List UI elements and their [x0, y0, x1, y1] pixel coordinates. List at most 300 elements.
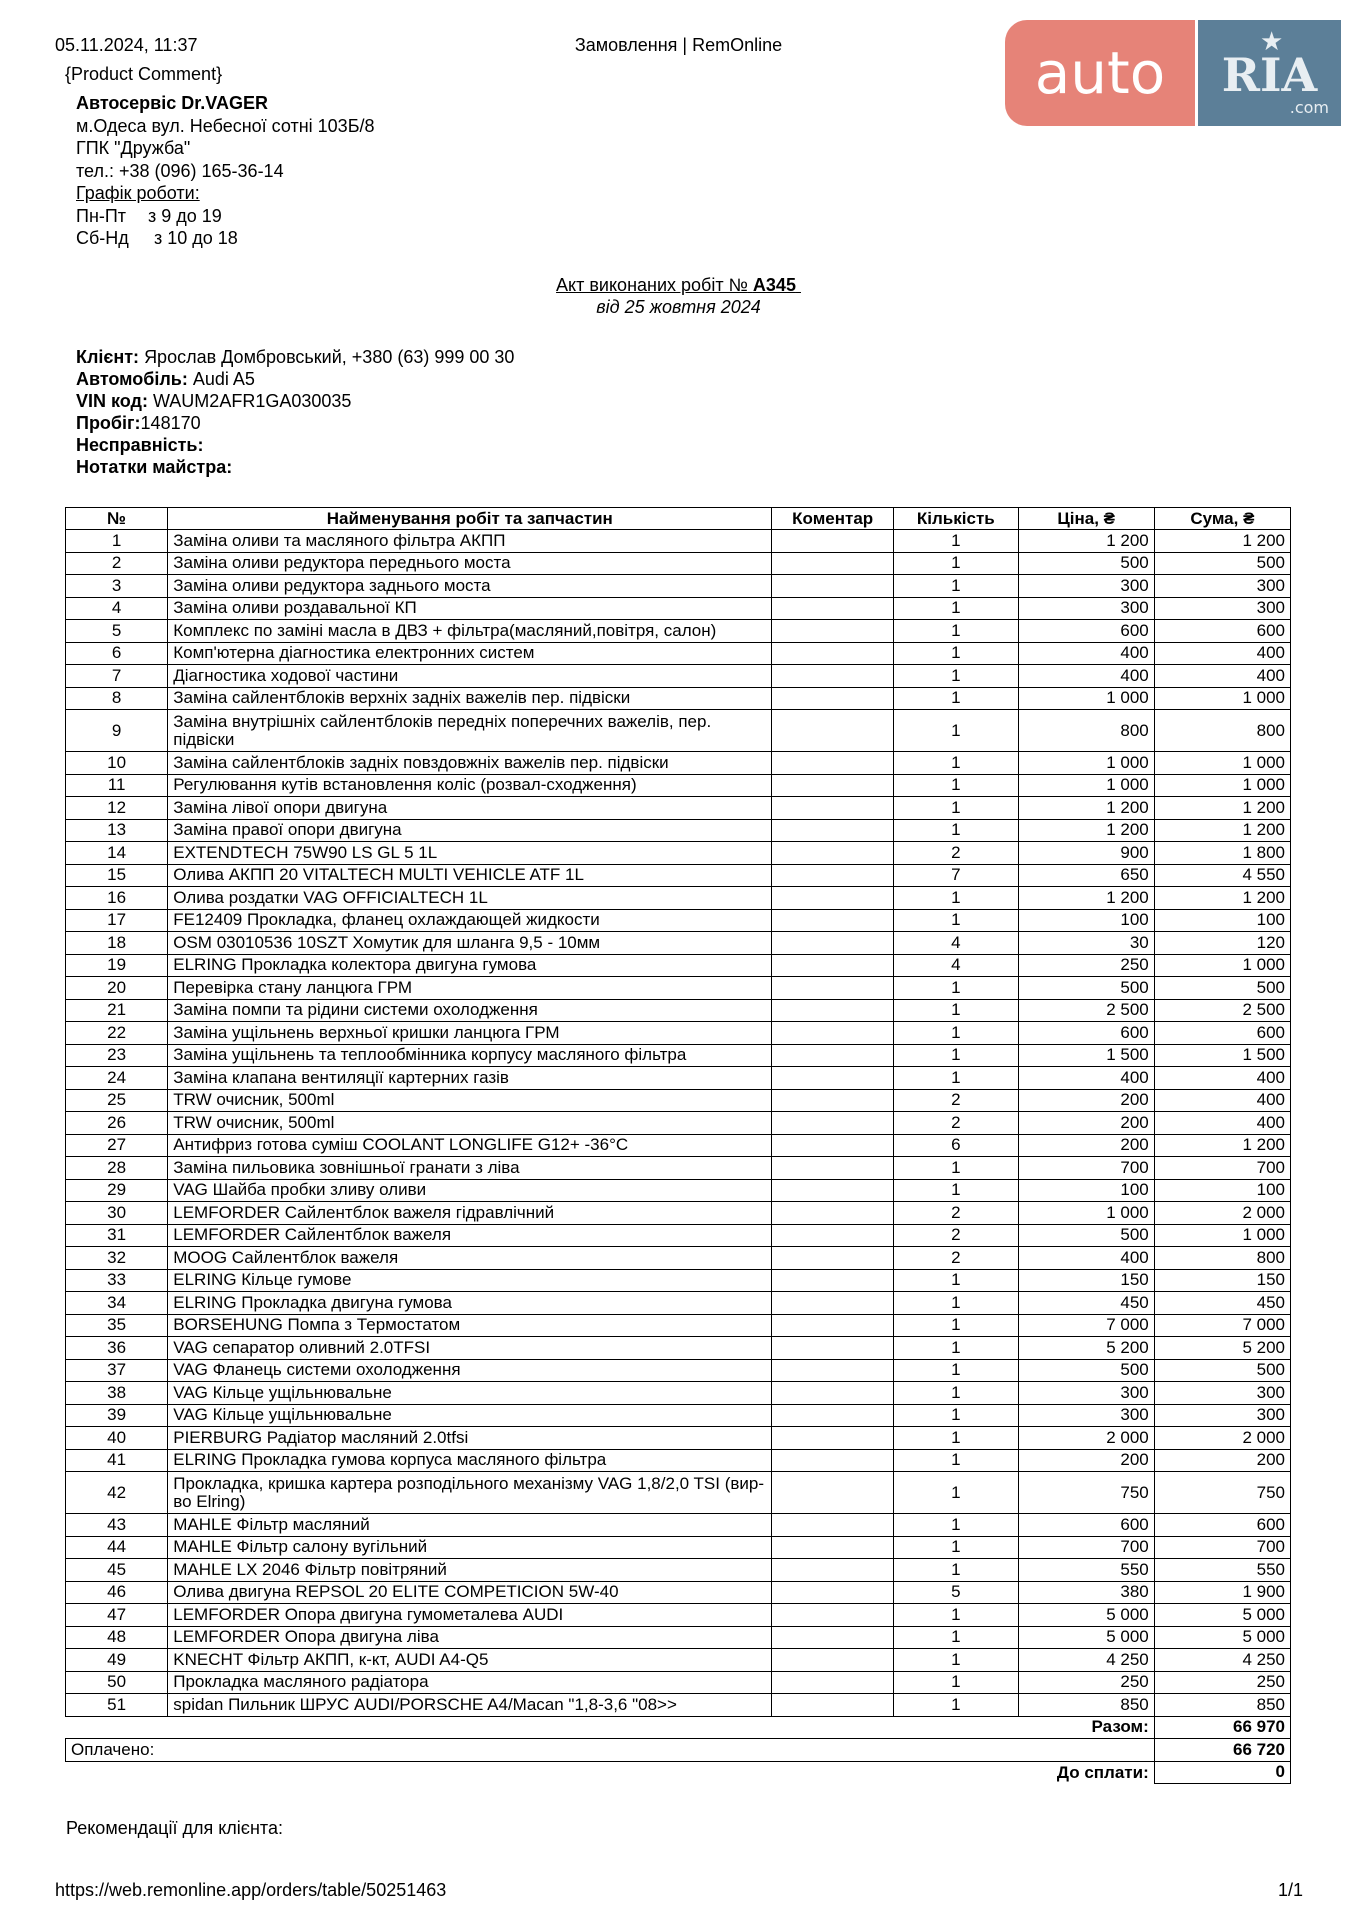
row-name: Заміна правої опори двигуна	[168, 819, 772, 842]
header-price: Ціна, ₴	[1018, 508, 1154, 530]
table-row	[66, 819, 1291, 842]
row-qty: 1	[894, 1449, 1019, 1472]
table-header-row	[66, 508, 1291, 530]
row-price: 1 000	[1018, 687, 1154, 710]
row-comment	[772, 687, 894, 710]
total-row	[66, 1716, 1291, 1739]
row-price: 1 200	[1018, 530, 1154, 553]
row-price: 1 200	[1018, 887, 1154, 910]
row-sum: 400	[1154, 1112, 1290, 1135]
row-no: 41	[66, 1449, 168, 1472]
row-qty: 1	[894, 530, 1019, 553]
row-price: 1 200	[1018, 797, 1154, 820]
row-comment	[772, 1247, 894, 1270]
row-comment	[772, 1694, 894, 1717]
weekend-label: Сб-Нд	[76, 228, 129, 248]
total-label: Разом:	[1091, 1717, 1149, 1737]
row-qty: 1	[894, 797, 1019, 820]
row-qty: 1	[894, 1292, 1019, 1315]
row-price: 200	[1018, 1112, 1154, 1135]
car-label: Автомобіль:	[76, 369, 188, 389]
row-comment	[772, 977, 894, 1000]
weekend-hours: з 10 до 18	[154, 228, 238, 248]
row-qty: 1	[894, 1427, 1019, 1450]
row-qty: 1	[894, 887, 1019, 910]
row-sum: 1 200	[1154, 887, 1290, 910]
row-name: Заміна оливи редуктора переднього моста	[168, 552, 772, 575]
row-name: KNECHT Фільтр АКПП, к-кт, AUDI A4-Q5	[168, 1649, 772, 1672]
row-price: 150	[1018, 1269, 1154, 1292]
due-label: До сплати:	[1056, 1762, 1149, 1782]
row-name: OSM 03010536 10SZT Хомутик для шланга 9,5 - 10мм	[168, 932, 772, 955]
row-sum: 1 500	[1154, 1044, 1290, 1067]
row-qty: 1	[894, 774, 1019, 797]
row-name: EXTENDTECH 75W90 LS GL 5 1L	[168, 842, 772, 865]
table-row	[66, 1514, 1291, 1537]
row-no: 38	[66, 1382, 168, 1405]
row-price: 200	[1018, 1449, 1154, 1472]
footer-page-number: 1/1	[1278, 1880, 1304, 1900]
row-price: 1 000	[1018, 774, 1154, 797]
due-row	[66, 1761, 1291, 1784]
row-comment	[772, 1514, 894, 1537]
table-row	[66, 1649, 1291, 1672]
row-price: 100	[1018, 909, 1154, 932]
table-row	[66, 932, 1291, 955]
row-price: 550	[1018, 1559, 1154, 1582]
row-price: 500	[1018, 977, 1154, 1000]
row-qty: 2	[894, 1112, 1019, 1135]
row-sum: 5 000	[1154, 1626, 1290, 1649]
row-sum: 300	[1154, 575, 1290, 598]
row-sum: 700	[1154, 1536, 1290, 1559]
row-qty: 1	[894, 597, 1019, 620]
row-qty: 1	[894, 909, 1019, 932]
row-no: 10	[66, 752, 168, 775]
row-no: 31	[66, 1224, 168, 1247]
row-sum: 750	[1154, 1472, 1290, 1514]
row-no: 22	[66, 1022, 168, 1045]
row-no: 42	[66, 1472, 168, 1514]
recommendations-label: Рекомендації для клієнта:	[66, 1818, 283, 1838]
row-name: Заміна оливи та масляного фільтра АКПП	[168, 530, 772, 553]
row-sum: 100	[1154, 1179, 1290, 1202]
row-name: MAHLE Фільтр салону вугільний	[168, 1536, 772, 1559]
row-price: 300	[1018, 1404, 1154, 1427]
table-row	[66, 687, 1291, 710]
row-no: 2	[66, 552, 168, 575]
row-no: 46	[66, 1581, 168, 1604]
row-qty: 4	[894, 954, 1019, 977]
row-comment	[772, 774, 894, 797]
row-comment	[772, 842, 894, 865]
row-no: 51	[66, 1694, 168, 1717]
row-comment	[772, 1112, 894, 1135]
row-price: 380	[1018, 1581, 1154, 1604]
row-sum: 300	[1154, 1382, 1290, 1405]
row-qty: 1	[894, 977, 1019, 1000]
row-no: 43	[66, 1514, 168, 1537]
row-price: 5 200	[1018, 1337, 1154, 1360]
row-comment	[772, 665, 894, 688]
row-name: LEMFORDER Сайлентблок важеля гідравлічний	[168, 1202, 772, 1225]
footer-url: https://web.remonline.app/orders/table/50251463	[55, 1880, 447, 1900]
row-sum: 850	[1154, 1694, 1290, 1717]
row-qty: 6	[894, 1134, 1019, 1157]
product-comment: {Product Comment}	[65, 64, 223, 84]
row-sum: 7 000	[1154, 1314, 1290, 1337]
row-qty: 2	[894, 1089, 1019, 1112]
row-name: ELRING Прокладка двигуна гумова	[168, 1292, 772, 1315]
company-address: м.Одеса вул. Небесної сотні 103Б/8	[76, 115, 375, 136]
row-sum: 1 200	[1154, 530, 1290, 553]
row-qty: 1	[894, 1626, 1019, 1649]
table-row	[66, 842, 1291, 865]
table-row	[66, 1604, 1291, 1627]
row-no: 34	[66, 1292, 168, 1315]
row-comment	[772, 1626, 894, 1649]
page-title: Замовлення | RemOnline	[574, 35, 783, 55]
row-comment	[772, 1581, 894, 1604]
row-price: 1 000	[1018, 1202, 1154, 1225]
act-title-prefix: Акт виконаних робіт №	[556, 275, 748, 295]
row-no: 15	[66, 864, 168, 887]
table-row	[66, 1581, 1291, 1604]
row-no: 16	[66, 887, 168, 910]
row-price: 7 000	[1018, 1314, 1154, 1337]
row-sum: 700	[1154, 1157, 1290, 1180]
vin-label: VIN код:	[76, 391, 148, 411]
company-name: Автосервіс Dr.VAGER	[76, 93, 268, 113]
row-comment	[772, 1671, 894, 1694]
row-qty: 1	[894, 1382, 1019, 1405]
weekdays-hours: з 9 до 19	[148, 205, 222, 226]
row-name: TRW очисник, 500ml	[168, 1112, 772, 1135]
row-name: Заміна лівої опори двигуна	[168, 797, 772, 820]
row-comment	[772, 710, 894, 752]
table-row	[66, 752, 1291, 775]
row-price: 400	[1018, 642, 1154, 665]
row-qty: 2	[894, 842, 1019, 865]
row-no: 32	[66, 1247, 168, 1270]
row-comment	[772, 1472, 894, 1514]
row-sum: 400	[1154, 642, 1290, 665]
row-comment	[772, 1314, 894, 1337]
table-row	[66, 887, 1291, 910]
row-no: 27	[66, 1134, 168, 1157]
table-row	[66, 1179, 1291, 1202]
row-price: 500	[1018, 1359, 1154, 1382]
row-comment	[772, 1022, 894, 1045]
table-row	[66, 530, 1291, 553]
row-no: 11	[66, 774, 168, 797]
table-row	[66, 575, 1291, 598]
row-qty: 4	[894, 932, 1019, 955]
row-name: Заміна помпи та рідини системи охолодження	[168, 999, 772, 1022]
row-qty: 1	[894, 1536, 1019, 1559]
row-price: 5 000	[1018, 1626, 1154, 1649]
row-comment	[772, 1427, 894, 1450]
row-no: 35	[66, 1314, 168, 1337]
mileage-label: Пробіг:	[76, 413, 141, 433]
row-sum: 800	[1154, 710, 1290, 752]
row-comment	[772, 954, 894, 977]
table-row	[66, 1067, 1291, 1090]
row-comment	[772, 1337, 894, 1360]
header-qty: Кількість	[894, 508, 1019, 530]
fault-label: Несправність:	[76, 435, 204, 455]
row-qty: 1	[894, 687, 1019, 710]
row-sum: 1 200	[1154, 797, 1290, 820]
row-sum: 500	[1154, 1359, 1290, 1382]
row-sum: 1 000	[1154, 774, 1290, 797]
table-row	[66, 1022, 1291, 1045]
row-qty: 1	[894, 1559, 1019, 1582]
print-datetime: 05.11.2024, 11:37	[55, 35, 198, 55]
row-sum: 2 000	[1154, 1202, 1290, 1225]
row-qty: 1	[894, 665, 1019, 688]
row-name: BORSEHUNG Помпа з Термостатом	[168, 1314, 772, 1337]
row-comment	[772, 575, 894, 598]
row-name: Олива двигуна REPSOL 20 ELITE COMPETICION 5W-40	[168, 1581, 772, 1604]
row-sum: 450	[1154, 1292, 1290, 1315]
table-row	[66, 954, 1291, 977]
row-no: 21	[66, 999, 168, 1022]
row-sum: 1 000	[1154, 752, 1290, 775]
row-qty: 2	[894, 1202, 1019, 1225]
row-name: Комп'ютерна діагностика електронних систем	[168, 642, 772, 665]
row-name: Заміна оливи роздавальної КП	[168, 597, 772, 620]
row-price: 100	[1018, 1179, 1154, 1202]
row-name: spidan Пильник ШРУС AUDI/PORSCHE A4/Macan "1,8-3,6 "08>>	[168, 1694, 772, 1717]
total-value: 66 970	[1154, 1716, 1290, 1739]
row-sum: 120	[1154, 932, 1290, 955]
row-name: VAG Шайба пробки зливу оливи	[168, 1179, 772, 1202]
row-no: 40	[66, 1427, 168, 1450]
row-name: MOOG Сайлентблок важеля	[168, 1247, 772, 1270]
row-no: 39	[66, 1404, 168, 1427]
row-no: 50	[66, 1671, 168, 1694]
row-name: VAG Фланець системи охолодження	[168, 1359, 772, 1382]
row-comment	[772, 1202, 894, 1225]
row-qty: 1	[894, 1337, 1019, 1360]
company-coop: ГПК "Дружба"	[76, 138, 191, 158]
table-row	[66, 977, 1291, 1000]
row-price: 1 500	[1018, 1044, 1154, 1067]
row-comment	[772, 1559, 894, 1582]
table-row	[66, 864, 1291, 887]
row-qty: 1	[894, 1404, 1019, 1427]
table-row	[66, 1359, 1291, 1382]
row-sum: 500	[1154, 552, 1290, 575]
header-no: №	[66, 508, 168, 530]
row-qty: 5	[894, 1581, 1019, 1604]
schedule-weekend	[76, 227, 375, 250]
row-qty: 1	[894, 1179, 1019, 1202]
row-sum: 600	[1154, 620, 1290, 643]
table-row	[66, 1427, 1291, 1450]
row-name: Прокладка масляного радіатора	[168, 1671, 772, 1694]
row-comment	[772, 1179, 894, 1202]
header-name: Найменування робіт та запчастин	[168, 508, 772, 530]
row-name: TRW очисник, 500ml	[168, 1089, 772, 1112]
table-row	[66, 710, 1291, 752]
row-price: 850	[1018, 1694, 1154, 1717]
row-comment	[772, 864, 894, 887]
table-row	[66, 620, 1291, 643]
row-comment	[772, 909, 894, 932]
row-no: 12	[66, 797, 168, 820]
row-qty: 1	[894, 999, 1019, 1022]
table-row	[66, 1337, 1291, 1360]
table-row	[66, 1472, 1291, 1514]
schedule-weekdays	[76, 205, 375, 228]
table-row	[66, 1404, 1291, 1427]
row-sum: 100	[1154, 909, 1290, 932]
row-price: 900	[1018, 842, 1154, 865]
row-comment	[772, 597, 894, 620]
row-name: MAHLE Фільтр масляний	[168, 1514, 772, 1537]
row-price: 1 200	[1018, 819, 1154, 842]
row-name: LEMFORDER Опора двигуна гумометалева AUDI	[168, 1604, 772, 1627]
row-price: 200	[1018, 1089, 1154, 1112]
act-date: від 25 жовтня 2024	[596, 297, 761, 317]
row-name: Комплекс по заміні масла в ДВЗ + фільтра(масляний,повітря, салон)	[168, 620, 772, 643]
row-price: 700	[1018, 1157, 1154, 1180]
row-price: 650	[1018, 864, 1154, 887]
table-row	[66, 1694, 1291, 1717]
mileage-value: 148170	[140, 413, 201, 433]
row-comment	[772, 1269, 894, 1292]
row-price: 2 000	[1018, 1427, 1154, 1450]
row-price: 300	[1018, 1382, 1154, 1405]
notes-label: Нотатки майстра:	[76, 457, 233, 477]
row-price: 500	[1018, 1224, 1154, 1247]
row-price: 300	[1018, 575, 1154, 598]
row-sum: 600	[1154, 1022, 1290, 1045]
row-name: Заміна ущільнень та теплообмінника корпусу масляного фільтра	[168, 1044, 772, 1067]
row-comment	[772, 1604, 894, 1627]
row-sum: 500	[1154, 977, 1290, 1000]
row-no: 33	[66, 1269, 168, 1292]
row-qty: 1	[894, 710, 1019, 752]
table-row	[66, 1044, 1291, 1067]
row-price: 30	[1018, 932, 1154, 955]
row-price: 1 000	[1018, 752, 1154, 775]
row-sum: 5 000	[1154, 1604, 1290, 1627]
row-name: VAG сепаратор оливний 2.0TFSI	[168, 1337, 772, 1360]
table-row	[66, 1089, 1291, 1112]
row-sum: 2 000	[1154, 1427, 1290, 1450]
row-sum: 250	[1154, 1671, 1290, 1694]
items-table	[65, 507, 1291, 1784]
table-row	[66, 1247, 1291, 1270]
table-row	[66, 1382, 1291, 1405]
act-title	[0, 275, 1357, 296]
row-comment	[772, 1089, 894, 1112]
table-row	[66, 665, 1291, 688]
row-qty: 1	[894, 1359, 1019, 1382]
row-no: 8	[66, 687, 168, 710]
row-comment	[772, 1067, 894, 1090]
act-number: А345	[752, 275, 796, 295]
table-row	[66, 642, 1291, 665]
client-block	[76, 346, 514, 478]
row-no: 23	[66, 1044, 168, 1067]
row-name: Заміна сайлентблоків задніх повздовжніх важелів пер. підвіски	[168, 752, 772, 775]
row-name: Діагностика ходової частини	[168, 665, 772, 688]
row-sum: 4 550	[1154, 864, 1290, 887]
row-sum: 1 000	[1154, 954, 1290, 977]
row-price: 400	[1018, 1067, 1154, 1090]
row-no: 4	[66, 597, 168, 620]
table-row	[66, 1202, 1291, 1225]
row-name: LEMFORDER Сайлентблок важеля	[168, 1224, 772, 1247]
row-qty: 1	[894, 575, 1019, 598]
row-price: 600	[1018, 1022, 1154, 1045]
table-row	[66, 999, 1291, 1022]
row-name: Прокладка, кришка картера розподільного механізму VAG 1,8/2,0 TSI (вир-во Elring)	[168, 1472, 772, 1514]
row-comment	[772, 752, 894, 775]
table-row	[66, 597, 1291, 620]
row-sum: 1 900	[1154, 1581, 1290, 1604]
row-qty: 1	[894, 752, 1019, 775]
auto-ria-logo	[1005, 20, 1341, 126]
row-no: 20	[66, 977, 168, 1000]
row-sum: 1 000	[1154, 1224, 1290, 1247]
row-comment	[772, 819, 894, 842]
paid-label: Оплачено:	[66, 1739, 1155, 1762]
row-qty: 1	[894, 1269, 1019, 1292]
row-sum: 400	[1154, 1089, 1290, 1112]
row-no: 48	[66, 1626, 168, 1649]
row-name: FE12409 Прокладка, фланец охлаждающей жидкости	[168, 909, 772, 932]
row-no: 17	[66, 909, 168, 932]
row-qty: 1	[894, 1472, 1019, 1514]
row-name: Олива АКПП 20 VITALTECH MULTI VEHICLE ATF 1L	[168, 864, 772, 887]
row-comment	[772, 1134, 894, 1157]
table-row	[66, 1671, 1291, 1694]
due-value: 0	[1154, 1761, 1290, 1784]
table-row	[66, 552, 1291, 575]
weekdays-label: Пн-Пт	[76, 205, 127, 226]
row-no: 26	[66, 1112, 168, 1135]
row-qty: 1	[894, 1067, 1019, 1090]
row-comment	[772, 1536, 894, 1559]
row-comment	[772, 620, 894, 643]
row-no: 36	[66, 1337, 168, 1360]
row-qty: 1	[894, 552, 1019, 575]
row-qty: 1	[894, 1314, 1019, 1337]
row-sum: 2 500	[1154, 999, 1290, 1022]
row-price: 250	[1018, 1671, 1154, 1694]
row-qty: 1	[894, 1671, 1019, 1694]
row-price: 800	[1018, 710, 1154, 752]
row-price: 250	[1018, 954, 1154, 977]
row-sum: 150	[1154, 1269, 1290, 1292]
row-sum: 600	[1154, 1514, 1290, 1537]
row-sum: 4 250	[1154, 1649, 1290, 1672]
items-body	[66, 530, 1291, 1717]
row-comment	[772, 797, 894, 820]
row-no: 3	[66, 575, 168, 598]
row-name: PIERBURG Радіатор масляний 2.0tfsi	[168, 1427, 772, 1450]
row-sum: 300	[1154, 1404, 1290, 1427]
company-block	[76, 92, 375, 250]
row-price: 200	[1018, 1134, 1154, 1157]
row-qty: 1	[894, 1022, 1019, 1045]
row-no: 25	[66, 1089, 168, 1112]
